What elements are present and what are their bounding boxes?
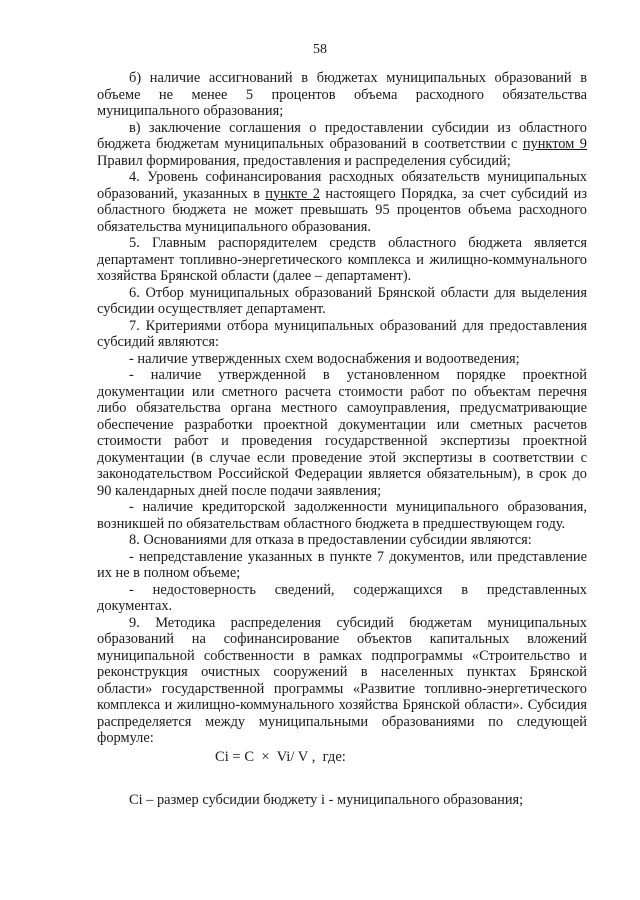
document-body	[97, 70, 587, 808]
link-punkt-2[interactable]: пункте 2	[265, 185, 320, 202]
spacer	[97, 766, 587, 792]
paragraph-6: 6. Отбор муниципальных образований Брянской области для выделения субсидии осуществляет департамент.	[97, 284, 587, 317]
criterion-documentation: - наличие утвержденной в установленном порядке проектной документации или сметного расчета стоимости работ по объектам перечня либо обязательства органа местного самоуправления, предусматривающие обеспечение разработки проектной документации или сметных расчетов стоимости работ и проведения государственной экспертизы проектной документации (в случае если проведение этой экспертизы в соответствии с законодательством Российской Федерации является обязательным), в срок до 90 календарных дней после подачи заявления;	[97, 367, 587, 499]
paragraph-4-text: 4. Уровень софинансирования расходных обязательств муниципальных образований, указанных в	[97, 169, 587, 202]
paragraph-9: 9. Методика распределения субсидий бюджетам муниципальных образований на софинансирование объектов капитальных вложений муниципальной собственности в рамках подпрограммы «Строительство и реконструкция очистных сооружений в населенных пунктах Брянской области» государственной программы «Развитие топливно-энергетического комплекса и жилищно-коммунального хозяйства Брянской области». Субсидия распределяется между муниципальными образованиями по следующей формуле:	[97, 614, 587, 746]
paragraph-v-text: в) заключение соглашения о предоставлении субсидии из областного бюджета бюджетам муниципальных образований в соответствии с	[97, 119, 587, 152]
paragraph-b: б) наличие ассигнований в бюджетах муниципальных образований в объеме не менее 5 процентов объема расходного обязательства муниципального образования;	[97, 70, 587, 119]
paragraph-8: 8. Основаниями для отказа в предоставлении субсидии являются:	[129, 532, 532, 548]
page-number: 58	[313, 42, 327, 57]
formula-definition-ci: Ci – размер субсидии бюджету i - муниципального образования;	[129, 791, 524, 808]
criterion-debt: - наличие кредиторской задолженности муниципального образования, возникшей по обязательствам областного бюджета в предшествующем году.	[97, 499, 587, 532]
criterion-schemes: - наличие утвержденных схем водоснабжения и водоотведения;	[129, 350, 520, 367]
refusal-ground-documents: - непредставление указанных в пункте 7 документов, или представление их не в полном объеме;	[97, 548, 587, 581]
paragraph-v	[97, 120, 587, 170]
refusal-ground-unreliable: - недостоверность сведений, содержащихся в представленных документах.	[97, 581, 587, 614]
link-punkt-9[interactable]: пунктом 9	[522, 136, 588, 152]
paragraph-4	[97, 169, 587, 235]
paragraph-7: 7. Критериями отбора муниципальных образований для предоставления субсидий являются:	[97, 317, 587, 350]
subsidy-formula: Ci = C × Vi/ V , где:	[215, 748, 346, 765]
paragraph-v-tail: Правил формирования, предоставления и распределения субсидий;	[97, 152, 511, 169]
paragraph-5: 5. Главным распорядителем средств областного бюджета является департамент топливно-энергетического комплекса и жилищно-коммунального хозяйства Брянской области (далее – департамент).	[97, 235, 587, 284]
paragraph-4-tail: настоящего Порядка, за счет субсидий из областного бюджета не может превышать 95 процентов объема расходного обязательства муниципального образования.	[97, 185, 588, 235]
